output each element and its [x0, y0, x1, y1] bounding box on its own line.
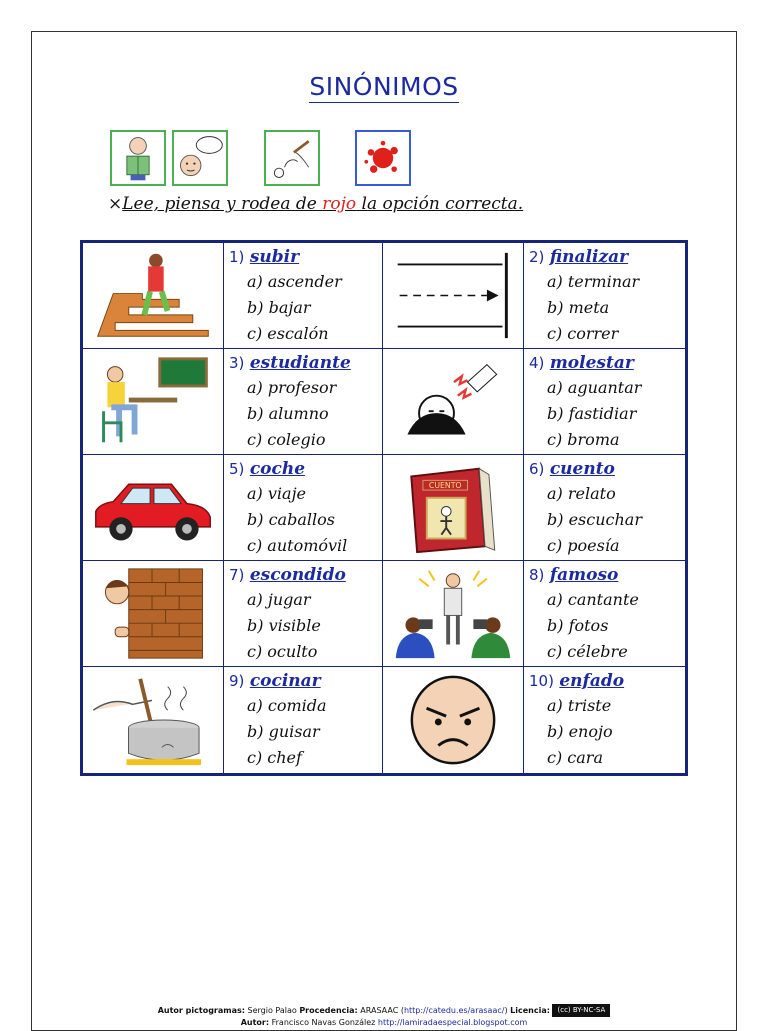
- option-6b[interactable]: b) escuchar: [547, 510, 642, 529]
- worksheet-page: [31, 31, 737, 1031]
- climbing-stairs-icon: [83, 243, 224, 349]
- option-3a[interactable]: a) profesor: [247, 378, 337, 397]
- item-2-title: 2) finalizar: [529, 247, 629, 267]
- option-3b[interactable]: b) alumno: [247, 404, 329, 423]
- item-5-title: 5) coche: [229, 459, 306, 479]
- option-5c[interactable]: c) automóvil: [247, 536, 348, 555]
- finish-line-icon: [383, 243, 524, 349]
- option-10c[interactable]: c) cara: [547, 748, 603, 767]
- reading-person-icon: [110, 130, 166, 186]
- item-3: [224, 349, 383, 455]
- option-5a[interactable]: a) viaje: [247, 484, 306, 503]
- option-4a[interactable]: a) aguantar: [547, 378, 642, 397]
- option-2b[interactable]: b) meta: [547, 298, 610, 317]
- item-2: [524, 243, 685, 349]
- exercise-grid: [80, 240, 688, 776]
- option-7c[interactable]: c) oculto: [247, 642, 318, 661]
- option-3c[interactable]: c) colegio: [247, 430, 326, 449]
- cc-license-badge[interactable]: (cc) BY-NC-SA: [552, 1004, 610, 1017]
- credits-line-2: Autor: Francisco Navas González http://lamiradaespecial.blogspot.com: [240, 1018, 528, 1027]
- hiding-behind-wall-icon: [83, 561, 224, 667]
- angry-face-icon: [383, 667, 524, 773]
- drawing-hand-icon: [264, 130, 320, 186]
- instruction-text: ×Lee, piensa y rodea de rojo la opción correcta.: [108, 194, 524, 214]
- book-cover-label: CUENTO: [428, 481, 462, 491]
- option-7b[interactable]: b) visible: [247, 616, 321, 635]
- arasaac-link[interactable]: http://catedu.es/arasaac/: [403, 1006, 505, 1015]
- page-title: SINÓNIMOS: [309, 72, 459, 101]
- option-7a[interactable]: a) jugar: [247, 590, 311, 609]
- item-1: [224, 243, 383, 349]
- item-7-title: 7) escondido: [229, 565, 346, 585]
- option-4c[interactable]: c) broma: [547, 430, 620, 449]
- option-1a[interactable]: a) ascender: [247, 272, 342, 291]
- item-10: [524, 667, 685, 773]
- option-2a[interactable]: a) terminar: [547, 272, 640, 291]
- item-5: [224, 455, 383, 561]
- option-9c[interactable]: c) chef: [247, 748, 302, 767]
- item-4: [524, 349, 685, 455]
- thinking-person-icon: [172, 130, 228, 186]
- item-3-title: 3) estudiante: [229, 353, 351, 373]
- credits-footer: [32, 1004, 736, 1028]
- red-splash-icon: [355, 130, 411, 186]
- blog-link[interactable]: http://lamiradaespecial.blogspot.com: [377, 1018, 528, 1027]
- option-6a[interactable]: a) relato: [547, 484, 616, 503]
- item-9: [224, 667, 383, 773]
- credits-line-1: Autor pictogramas: Sergio Palao Procedencia: ARASAAC (http://catedu.es/arasaac/) Licencia: (cc) BY-NC-SA: [32, 1004, 736, 1017]
- option-5b[interactable]: b) caballos: [247, 510, 335, 529]
- option-10a[interactable]: a) triste: [547, 696, 612, 715]
- item-4-title: 4) molestar: [529, 353, 634, 373]
- famous-photographers-icon: [383, 561, 524, 667]
- student-desk-icon: [83, 349, 224, 455]
- item-8-title: 8) famoso: [529, 565, 619, 585]
- option-1b[interactable]: b) bajar: [247, 298, 311, 317]
- item-6: [524, 455, 685, 561]
- cooking-pot-icon: [83, 667, 224, 773]
- item-10-title: 10) enfado: [529, 671, 625, 691]
- item-1-title: 1) subir: [229, 247, 300, 267]
- option-10b[interactable]: b) enojo: [547, 722, 613, 741]
- option-6c[interactable]: c) poesía: [547, 536, 620, 555]
- instruction-rojo: rojo: [322, 194, 357, 214]
- option-1c[interactable]: c) escalón: [247, 324, 329, 343]
- option-8c[interactable]: c) célebre: [547, 642, 628, 661]
- item-6-title: 6) cuento: [529, 459, 615, 479]
- option-9b[interactable]: b) guisar: [247, 722, 320, 741]
- annoyed-person-icon: [383, 349, 524, 455]
- option-9a[interactable]: a) comida: [247, 696, 327, 715]
- item-7: [224, 561, 383, 667]
- option-8a[interactable]: a) cantante: [547, 590, 639, 609]
- option-4b[interactable]: b) fastidiar: [547, 404, 637, 423]
- red-car-icon: [83, 455, 224, 561]
- option-2c[interactable]: c) correr: [547, 324, 619, 343]
- item-8: [524, 561, 685, 667]
- option-8b[interactable]: b) fotos: [547, 616, 609, 635]
- storybook-icon: [383, 455, 524, 561]
- item-9-title: 9) cocinar: [229, 671, 321, 691]
